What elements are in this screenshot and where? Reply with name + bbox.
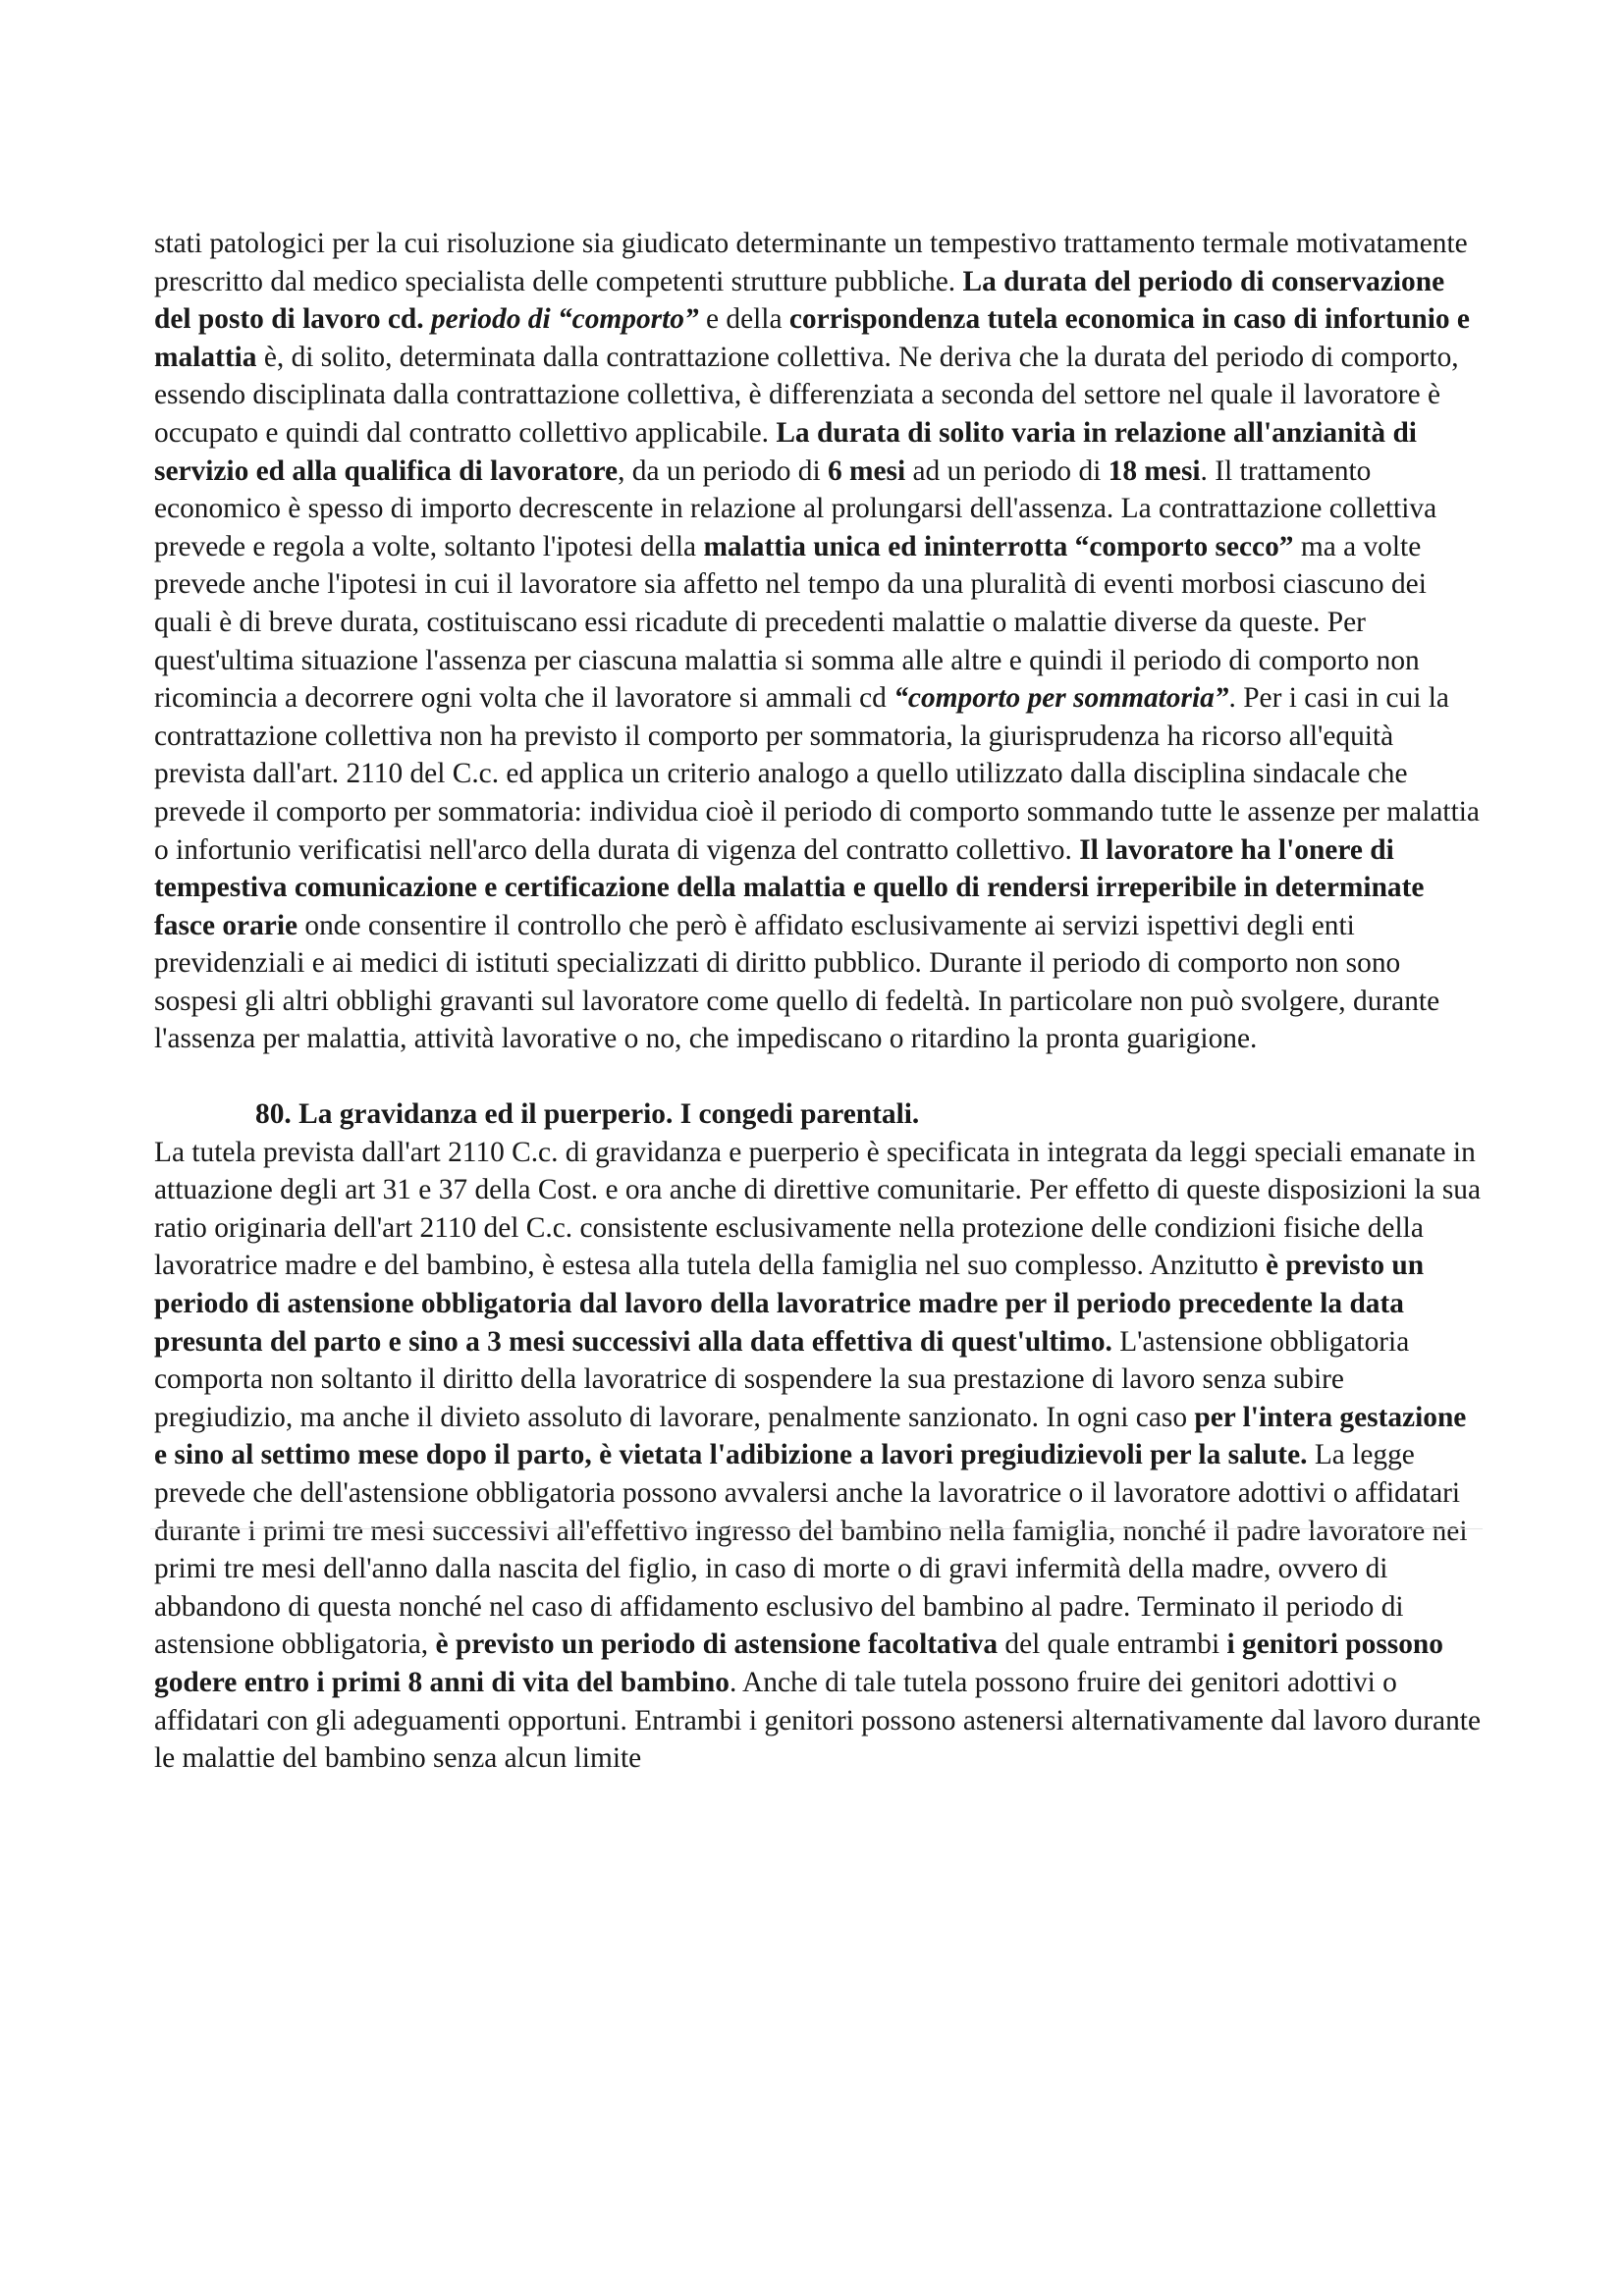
text-run: stati patologici per la cui risoluzione sia giudicato determinante un tempestivo trattamento termale motivatamente prescritto dal medico specialista delle competenti strutture pubbliche.: [154, 228, 1468, 297]
paragraph-gravidanza: [154, 1134, 1483, 1778]
text-run: ma a volte prevede anche l'ipotesi in cui il lavoratore sia affetto nel tempo da una pluralità di eventi morbosi ciascuno dei quali è di breve durata, costituiscano essi ricadute di precedenti malattie o malattie diverse da queste. Per quest'ultima situazione l'assenza per ciascuna malattia si somma alle altre e quindi il periodo di comporto non ricomincia a decorrere ogni volta che il lavoratore si ammali cd: [154, 530, 1427, 715]
page-divider: [150, 1528, 1483, 1529]
text-run: . Anche di tale tutela possono fruire dei genitori adottivi o affidatari con gli adeguamenti opportuni. Entrambi i genitori possono astenersi alternativamente dal lavoro durante le malattie del bambino senza alcun limite: [154, 1666, 1482, 1775]
text-run: La legge prevede che dell'astensione obbligatoria possono avvalersi anche la lavoratrice o il lavoratore adottivi o affidatari durante i primi tre mesi successivi all'effettivo ingresso del bambino nella famiglia, nonché il padre lavoratore nei primi tre mesi dell'anno dalla nascita del figlio, in caso di morte o di gravi infermità della madre, ovvero di abbandono di questa nonché nel caso di affidamento esclusivo del bambino al padre. Terminato il periodo di astensione obbligatoria,: [154, 1439, 1468, 1661]
text-run: . Per i casi in cui la contrattazione collettiva non ha previsto il comporto per sommatoria, la giurisprudenza ha ricorso all'equità prevista dall'art. 2110 del C.c. ed applica un criterio analogo a quello utilizzato dalla disciplina sindacale che prevede il comporto per sommatoria: individua cioè il periodo di comporto sommando tutte le assenze per malattia o infortunio verificatisi nell'arco della durata di vigenza del contratto collettivo.: [154, 682, 1480, 866]
bold-run: è previsto un periodo di astensione obbligatoria dal lavoro della lavoratrice madre per il periodo precedente la data presunta del parto e sino a 3 mesi successivi alla data effettiva di quest'ultimo.: [154, 1250, 1425, 1358]
text-run: , da un periodo di: [618, 454, 828, 487]
bold-run: La durata di solito varia in relazione all'anzianità di servizio ed alla qualifica di lavoratore: [154, 416, 1417, 487]
text-run: e della: [698, 303, 789, 336]
section-heading: 80. La gravidanza ed il puerperio. I congedi parentali.: [255, 1098, 920, 1131]
text-run: è, di solito, determinata dalla contrattazione collettiva. Ne deriva che la durata del periodo di comporto, essendo disciplinata dalla contrattazione collettiva, è differenziata a seconda del settore nel quale il lavoratore è occupato e quindi dal contratto collettivo applicabile.: [154, 341, 1459, 449]
bold-run: corrispondenza tutela economica in caso di infortunio e malattia: [154, 303, 1470, 373]
bold-run: Il lavoratore ha l'onere di tempestiva comunicazione e certificazione della malattia e quello di rendersi irreperibile in determinate fasce orarie: [154, 833, 1425, 941]
text-run: La tutela prevista dall'art 2110 C.c. di gravidanza e puerperio è specificata in integrata da leggi speciali emanate in attuazione degli art 31 e 37 della Cost. e ora anche di direttive comunitarie. Per effetto di queste disposizioni la sua ratio originaria dell'art 2110 del C.c. consistente esclusivamente nella protezione delle condizioni fisiche della lavoratrice madre e del bambino, è estesa alla tutela della famiglia nel suo complesso. Anzitutto: [154, 1136, 1482, 1282]
document-page: [154, 225, 1483, 1778]
paragraph-comporto: [154, 225, 1483, 1058]
bold-run: 6 mesi: [827, 454, 906, 487]
text-run: del quale entrambi: [998, 1629, 1227, 1661]
bold-italic-run: “comporto per sommatoria”: [893, 682, 1229, 715]
bold-run: malattia unica ed ininterrotta “comporto secco”: [703, 530, 1294, 562]
text-run: . Il trattamento economico è spesso di importo decrescente in relazione al prolungarsi dell'assenza. La contrattazione collettiva prevede e regola a volte, soltanto l'ipotesi della: [154, 454, 1437, 562]
bold-run: i genitori possono godere entro i primi 8 anni di vita del bambino: [154, 1629, 1443, 1698]
bold-run: per l'intera gestazione e sino al settimo mese dopo il parto, è vietata l'adibizione a lavori pregiudizievoli per la salute.: [154, 1401, 1467, 1471]
bold-italic-run: periodo di “comporto”: [430, 303, 699, 336]
bold-run: La durata del periodo di conservazione del posto di lavoro cd.: [154, 265, 1445, 336]
bold-run: è previsto un periodo di astensione facoltativa: [435, 1629, 999, 1661]
text-run: onde consentire il controllo che però è affidato esclusivamente ai servizi ispettivi degli enti previdenziali e ai medici di istituti specializzati di diritto pubblico. Durante il periodo di comporto non sono sospesi gli altri obblighi gravanti sul lavoratore come quello di fedeltà. In particolare non può svolgere, durante l'assenza per malattia, attività lavorative o no, che impediscano o ritardino la pronta guarigione.: [154, 909, 1440, 1055]
bold-run: 18 mesi: [1108, 454, 1201, 487]
text-run: L'astensione obbligatoria comporta non soltanto il diritto della lavoratrice di sospendere la sua prestazione di lavoro senza subire pregiudizio, ma anche il divieto assoluto di lavorare, penalmente sanzionato. In ogni caso: [154, 1325, 1410, 1433]
text-run: ad un periodo di: [905, 454, 1109, 487]
